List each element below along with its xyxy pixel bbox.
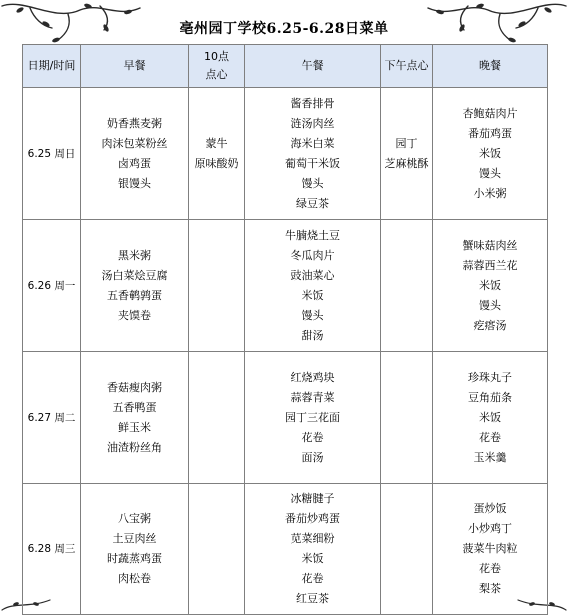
menu-item: 小炒鸡丁: [468, 522, 512, 535]
header-snack-am-line2: 点心: [205, 68, 228, 81]
menu-item: 花卷: [301, 430, 324, 444]
menu-item: 花卷: [479, 562, 501, 575]
menu-item: 鲜玉米: [118, 420, 151, 434]
breakfast-cell: [81, 352, 189, 484]
menu-item: 奶香燕麦粥: [107, 116, 162, 130]
menu-item: 玉米羹: [473, 450, 507, 464]
header-date: 日期/时间: [23, 45, 81, 88]
menu-item: 馒头: [301, 308, 324, 322]
menu-item: 蟹味菇肉丝: [462, 238, 518, 252]
menu-item: 银馒头: [118, 176, 151, 190]
menu-item: 花卷: [479, 430, 501, 444]
menu-item: 卤鸡蛋: [118, 156, 151, 170]
breakfast-cell: [81, 220, 189, 352]
header-lunch: 午餐: [245, 45, 381, 88]
table-row: [23, 352, 548, 484]
menu-item: 时蔬蒸鸡蛋: [107, 552, 162, 565]
menu-item: 面汤: [301, 450, 324, 464]
menu-title: 亳州园丁学校6.25-6.28日菜单: [179, 21, 389, 37]
menu-item: 疙瘩汤: [473, 318, 507, 332]
header-breakfast: 早餐: [81, 45, 189, 88]
menu-item: 肉沫包菜粉丝: [101, 136, 168, 150]
menu-item: 汤白菜烩豆腐: [101, 268, 168, 282]
menu-item: 杏鲍菇肉片: [462, 106, 518, 120]
date-cell: 6.26 周一: [23, 220, 81, 352]
menu-item: 八宝粥: [118, 512, 151, 525]
menu-item: 花卷: [301, 572, 324, 585]
menu-item: 五香鹌鹑蛋: [107, 288, 162, 302]
menu-item: 米饭: [301, 288, 324, 302]
menu-item: 芝麻桃酥: [384, 156, 429, 170]
menu-item: 涟汤肉丝: [290, 116, 335, 130]
dinner-cell: [433, 220, 548, 352]
menu-item: 甜汤: [301, 328, 324, 342]
menu-item: 馒头: [301, 176, 324, 190]
menu-item: 肉松卷: [118, 572, 151, 585]
menu-item: 小米粥: [473, 186, 507, 200]
snack-am-cell: [189, 484, 245, 615]
menu-item: 豆角茄条: [468, 390, 512, 404]
menu-item: 黑米粥: [118, 248, 151, 262]
header-snack-pm: 下午点心: [381, 45, 433, 88]
menu-item: 米饭: [301, 552, 324, 565]
menu-item: 红烧鸡块: [290, 370, 335, 384]
menu-item: 酱香排骨: [290, 96, 335, 110]
menu-item: 馒头: [479, 298, 501, 312]
snack-pm-cell: [381, 484, 433, 615]
menu-item: 番茄炒鸡蛋: [285, 512, 340, 525]
table-row: [23, 484, 548, 615]
dinner-cell: [433, 484, 548, 615]
breakfast-cell: [81, 484, 189, 615]
menu-item: 园丁: [395, 136, 418, 150]
table-row: [23, 88, 548, 220]
menu-item: 梨茶: [479, 582, 501, 595]
menu-table: [22, 44, 548, 615]
date-cell: 6.27 周二: [23, 352, 81, 484]
date-cell: 6.25 周日: [23, 88, 81, 220]
menu-item: 菠菜牛肉粒: [462, 542, 518, 555]
lunch-cell: [245, 352, 381, 484]
menu-item: 夹馍卷: [118, 308, 151, 322]
menu-item: 牛腩烧土豆: [285, 228, 340, 242]
date-cell: 6.28 周三: [23, 484, 81, 615]
menu-item: 香菇瘦肉粥: [107, 380, 162, 394]
menu-item: 原味酸奶: [194, 156, 239, 170]
menu-item: 蒙牛: [205, 136, 228, 150]
menu-item: 米饭: [479, 146, 501, 160]
menu-item: 葡萄干米饭: [285, 156, 340, 170]
menu-item: 冬瓜肉片: [290, 248, 335, 262]
menu-item: 蒜蓉西兰花: [462, 258, 518, 272]
menu-item: 米饭: [479, 278, 501, 292]
menu-item: 苋菜细粉: [290, 532, 335, 545]
lunch-cell: [245, 484, 381, 615]
menu-item: 红豆茶: [296, 592, 329, 605]
dinner-cell: [433, 88, 548, 220]
menu-item: 番茄鸡蛋: [468, 126, 512, 140]
menu-item: 土豆肉丝: [112, 532, 157, 545]
header-dinner: 晚餐: [433, 45, 548, 88]
menu-item: 蛋炒饭: [473, 502, 507, 515]
header-snack-am-line1: 10点: [204, 50, 229, 63]
menu-item: 冰糖腱子: [290, 492, 335, 505]
menu-item: 米饭: [479, 410, 501, 424]
menu-item: 油渣粉丝角: [107, 440, 162, 454]
menu-item: 海米白菜: [290, 136, 335, 150]
menu-item: 园丁三花面: [285, 410, 340, 424]
snack-am-cell: [189, 88, 245, 220]
lunch-cell: [245, 220, 381, 352]
snack-pm-cell: [381, 352, 433, 484]
menu-item: 蒜蓉青菜: [290, 390, 335, 404]
snack-am-cell: [189, 220, 245, 352]
snack-pm-cell: [381, 220, 433, 352]
menu-item: 豉油菜心: [290, 268, 335, 282]
breakfast-cell: [81, 88, 189, 220]
menu-item: 绿豆茶: [296, 196, 329, 210]
header-row: [23, 45, 548, 88]
snack-am-cell: [189, 352, 245, 484]
menu-item: 珍珠丸子: [468, 370, 512, 384]
snack-pm-cell: [381, 88, 433, 220]
header-snack-am: [189, 45, 245, 88]
menu-item: 五香鸭蛋: [112, 400, 157, 414]
lunch-cell: [245, 88, 381, 220]
menu-item: 馒头: [479, 166, 501, 180]
table-row: [23, 220, 548, 352]
dinner-cell: [433, 352, 548, 484]
